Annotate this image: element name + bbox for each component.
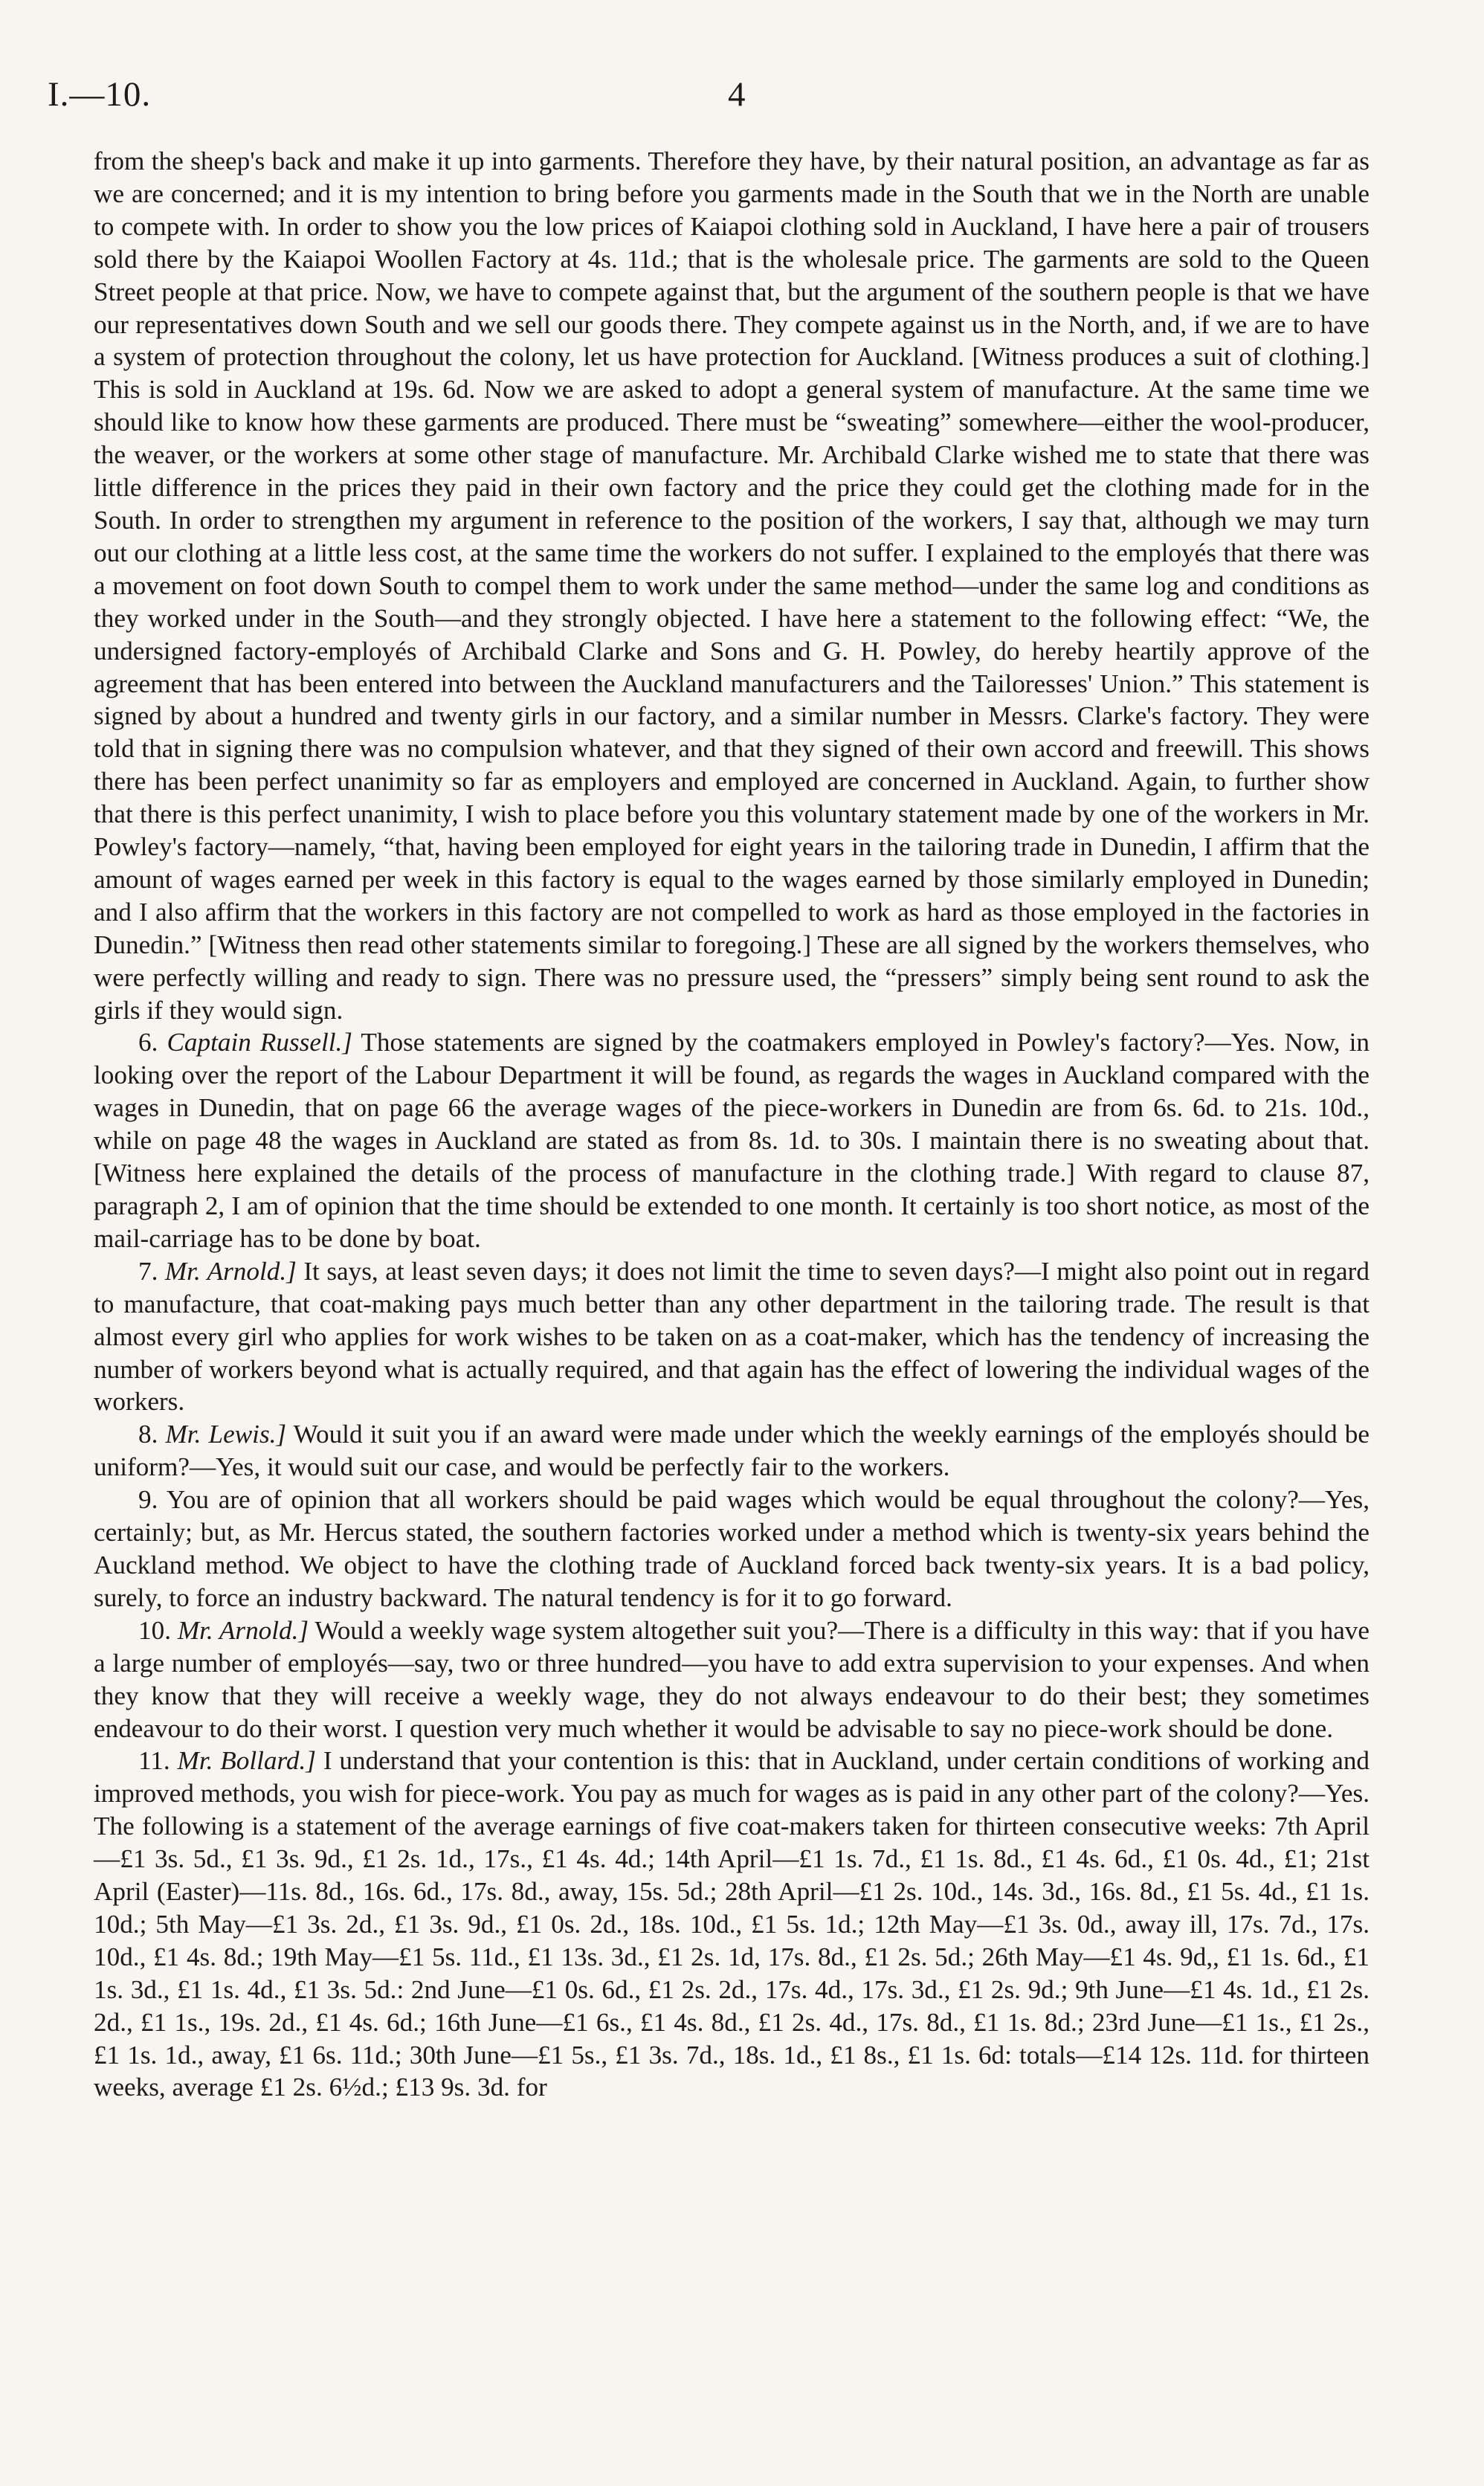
page-header (48, 74, 1371, 126)
question-number: 11. (138, 1746, 170, 1776)
paragraph-text: from the sheep's back and make it up into garments. Therefore they have, by their natural position, an advantage as far as we are concerned; and it is my intention to bring before you garments made in the South that we in the North are unable to compete with. In order to show you the low prices of Kaiapoi clothing sold in Auckland, I have here a pair of trousers sold there by the Kaiapoi Woollen Factory at 4s. 11d.; that is the wholesale price. The garments are sold to the Queen Street people at that price. Now, we have to compete against that, but the argument of the southern people is that we have our representatives down South and we sell our goods there. They compete against us in the North, and, if we are to have a system of protection throughout the colony, let us have protection for Auckland. [Witness produces a suit of clothing.] This is sold in Auckland at 19s. 6d. Now we are asked to adopt a general system of manufacture. At the same time we should like to know how these garments are produced. There must be “sweating” somewhere—either the wool-producer, the weaver, or the workers at some other stage of manufacture. Mr. Archibald Clarke wished me to state that there was little difference in the prices they paid in their own factory and the price they could get the clothing made for in the South. In order to strengthen my argument in reference to the position of the workers, I say that, although we may turn out our clothing at a little less cost, at the same time the workers do not suffer. I explained to the employés that there was a movement on foot down South to compel them to work under the same method—under the same log and conditions as they worked under in the South—and they strongly objected. I have here a statement to the following effect: “We, the undersigned factory-employés of Archibald Clarke and Sons and G. H. Powley, do hereby heartily approve of the agreement that has been entered into between the Auckland manufacturers and the Tailoresses' Union.” This statement is signed by about a hundred and twenty girls in our factory, and a similar number in Messrs. Clarke's factory. They were told that in signing there was no compulsion whatever, and that they signed of their own accord and freewill. This shows there has been perfect unanimity so far as employers and employed are concerned in Auckland. Again, to further show that there is this perfect unanimity, I wish to place before you this voluntary statement made by one of the workers in Mr. Powley's factory—namely, “that, having been employed for eight years in the tailoring trade in Dunedin, I affirm that the amount of wages earned per week in this factory is equal to the wages earned by those similarly employed in Dunedin; and I also affirm that the workers in this factory are not compelled to work as hard as those employed in the factories in Dunedin.” [Witness then read other statements similar to foregoing.] These are all signed by the workers themselves, who were perfectly willing and ready to sign. There was no pressure used, the “pressers” simply being sent round to ask the girls if they would sign. (94, 146, 1370, 1025)
paragraph-text: I understand that your contention is this: that in Auckland, under certain conditions of working and improved methods, you wish for piece-work. You pay as much for wages as is paid in any other part of the colony?—Yes. The following is a statement of the average earnings of five coat-makers taken for thirteen consecutive weeks: 7th April—£1 3s. 5d., £1 3s. 9d., £1 2s. 1d., 17s., £1 4s. 4d.; 14th April—£1 1s. 7d., £1 1s. 8d., £1 4s. 6d., £1 0s. 4d., £1; 21st April (Easter)—11s. 8d., 16s. 6d., 17s. 8d., away, 15s. 5d.; 28th April—£1 2s. 10d., 14s. 3d., 16s. 8d., £1 5s. 4d., £1 1s. 10d.; 5th May—£1 3s. 2d., £1 3s. 9d., £1 0s. 2d., 18s. 10d., £1 5s. 1d.; 12th May—£1 3s. 0d., away ill, 17s. 7d., 17s. 10d., £1 4s. 8d.; 19th May—£1 5s. 11d., £1 13s. 3d., £1 2s. 1d, 17s. 8d., £1 2s. 5d.; 26th May—£1 4s. 9d,, £1 1s. 6d., £1 1s. 3d., £1 1s. 4d., £1 3s. 5d.: 2nd June—£1 0s. 6d., £1 2s. 2d., 17s. 4d., 17s. 3d., £1 2s. 9d.; 9th June—£1 4s. 1d., £1 2s. 2d., £1 1s., 19s. 2d., £1 4s. 6d.; 16th June—£1 6s., £1 4s. 8d., £1 2s. 4d., 17s. 8d., £1 1s. 8d.; 23rd June—£1 1s., £1 2s., £1 1s. 1d., away, £1 6s. 11d.; 30th June—£1 5s., £1 3s. 7d., 18s. 1d., £1 8s., £1 1s. 6d: totals—£14 12s. 11d. for thirteen weeks, average £1 2s. 6½d.; £13 9s. 3d. for (94, 1746, 1370, 2102)
question-number: 7. (138, 1256, 158, 1286)
question-7 (94, 1255, 1370, 1419)
paragraph-text: Would it suit you if an award were made under which the weekly earnings of the employés should be uniform?—Yes, it would suit our case, and would be perfectly fair to the workers. (94, 1420, 1370, 1482)
page-number: 4 (728, 75, 746, 114)
speaker-name: Mr. Lewis.] (165, 1420, 287, 1449)
question-number: 10. (138, 1615, 171, 1645)
speaker-name: Mr. Arnold.] (164, 1256, 297, 1286)
paragraph-text: Would a weekly wage system altogether suit you?—There is a difficulty in this way: that if you have a large number of employés—say, two or three hundred—you have to add extra supervision to your expenses. And when they know that they will receive a weekly wage, they do not always endeavour to do their best; they sometimes endeavour to do their worst. I question very much whether it would be advisable to say no piece-work should be done. (94, 1615, 1370, 1743)
document-reference: I.—10. (48, 75, 152, 114)
speaker-name: Captain Russell.] (167, 1028, 353, 1057)
question-10 (94, 1614, 1370, 1745)
question-number: 8. (138, 1420, 158, 1449)
paragraph-text: It says, at least seven days; it does not limit the time to seven days?—I might also point out in regard to manufacture, that coat-making pays much better than any other department in the tailoring trade. The result is that almost every girl who applies for work wishes to be taken on as a coat-maker, which has the tendency of increasing the number of workers beyond what is actually required, and that again has the effect of lowering the individual wages of the workers. (94, 1256, 1370, 1417)
question-6 (94, 1026, 1370, 1255)
speaker-name: Mr. Arnold.] (177, 1615, 309, 1645)
question-number: 6. (138, 1028, 158, 1057)
paragraph-continuation (94, 145, 1370, 1026)
question-9 (94, 1484, 1370, 1614)
question-11 (94, 1745, 1370, 2104)
question-number: 9. (138, 1485, 158, 1515)
paragraph-text: You are of opinion that all workers should be paid wages which would be equal throughout the colony?—Yes, certainly; but, as Mr. Hercus stated, the southern factories worked under a method which is twenty-six years behind the Auckland method. We object to have the clothing trade of Auckland forced back twenty-six years. It is a bad policy, surely, to force an industry backward. The natural tendency is for it to go forward. (94, 1485, 1370, 1612)
question-8 (94, 1418, 1370, 1484)
paragraph-text: Those statements are signed by the coatmakers employed in Powley's factory?—Yes. Now, in looking over the report of the Labour Department it will be found, as regards the wages in Auckland compared with the wages in Dunedin, that on page 66 the average wages of the piece-workers in Dunedin are from 6s. 6d. to 21s. 10d., while on page 48 the wages in Auckland are stated as from 8s. 1d. to 30s. I maintain there is no sweating about that. [Witness here explained the details of the process of manufacture in the clothing trade.] With regard to clause 87, paragraph 2, I am of opinion that the time should be extended to one month. It certainly is too short notice, as most of the mail-carriage has to be done by boat. (94, 1028, 1370, 1253)
speaker-name: Mr. Bollard.] (177, 1746, 316, 1776)
body-text (94, 145, 1370, 2104)
